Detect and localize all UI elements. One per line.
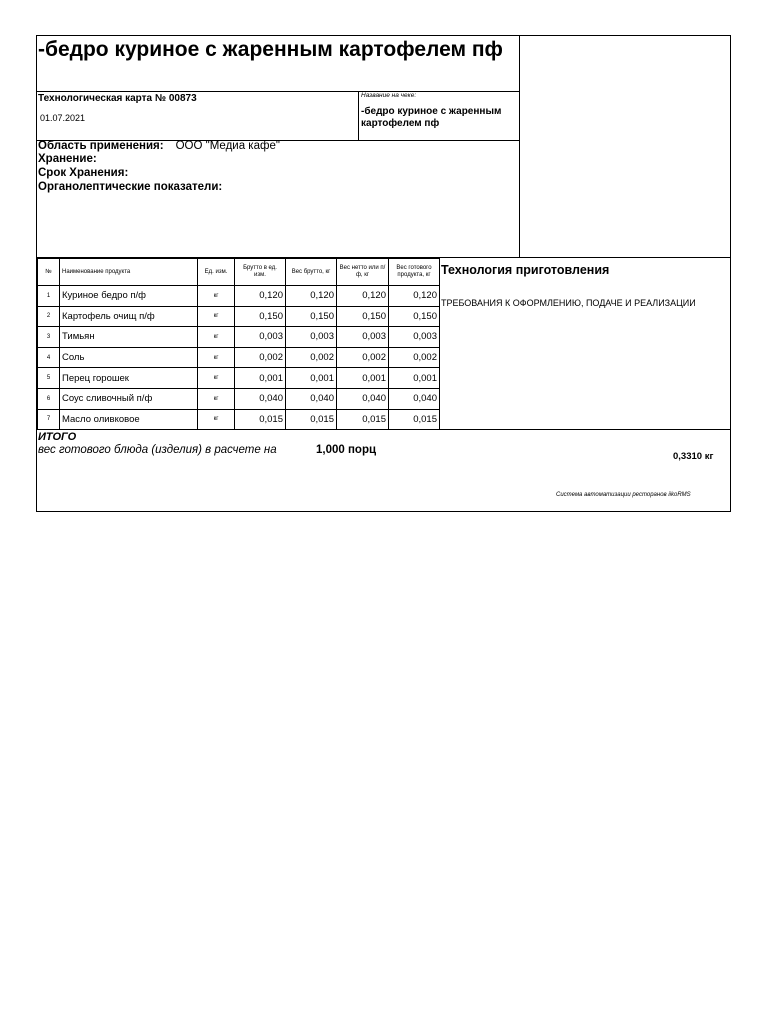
receipt-name-label: Название на чеке: (361, 92, 417, 99)
table-cell-unit: кг (198, 286, 235, 307)
table-cell-ready: 0,150 (389, 306, 440, 327)
total-label: ИТОГО (38, 431, 77, 443)
tech-card-number: Технологическая карта № 00873 (38, 93, 197, 104)
table-cell-no: 3 (38, 327, 60, 348)
table-row (38, 368, 440, 389)
table-cell-no: 7 (38, 409, 60, 430)
table-cell-netto: 0,120 (337, 286, 389, 307)
col-header: Ед. изм. (198, 259, 235, 286)
table-cell-ready: 0,001 (389, 368, 440, 389)
table-row (38, 286, 440, 307)
table-cell-unit: кг (198, 306, 235, 327)
table-cell-name: Куриное бедро п/ф (60, 286, 198, 307)
divider (519, 35, 520, 258)
divider (36, 91, 519, 92)
table-cell-netto: 0,150 (337, 306, 389, 327)
col-header: Брутто в ед. изм. (235, 259, 286, 286)
table-cell-unit: кг (198, 388, 235, 409)
table-row (38, 388, 440, 409)
table-cell-netto: 0,001 (337, 368, 389, 389)
table-cell-brutto-unit: 0,002 (235, 347, 286, 368)
table-cell-name: Масло оливковое (60, 409, 198, 430)
table-cell-brutto-kg: 0,040 (286, 388, 337, 409)
table-cell-netto: 0,003 (337, 327, 389, 348)
table-cell-brutto-kg: 0,003 (286, 327, 337, 348)
table-cell-netto: 0,040 (337, 388, 389, 409)
organoleptic-label: Органолептические показатели: (38, 181, 223, 193)
dish-title: -бедро куриное с жаренным картофелем пф (38, 38, 503, 61)
scope-value: ООО "Медиа кафе" (175, 140, 280, 152)
col-header: Вес нетто или п/ф, кг (337, 259, 389, 286)
table-cell-no: 4 (38, 347, 60, 368)
col-header: Вес готового продукта, кг (389, 259, 440, 286)
storage-label: Хранение: (38, 153, 97, 165)
table-header-row (38, 259, 440, 286)
table-cell-name: Соус сливочный п/ф (60, 388, 198, 409)
technology-title: Технология приготовления (441, 263, 610, 277)
table-cell-brutto-kg: 0,015 (286, 409, 337, 430)
scope-row (38, 140, 280, 152)
col-header: № (38, 259, 60, 286)
tech-card-date: 01.07.2021 (40, 113, 86, 123)
receipt-name: -бедро куриное с жаренным картофелем пф (361, 106, 502, 129)
table-cell-unit: кг (198, 327, 235, 348)
table-cell-no: 6 (38, 388, 60, 409)
table-cell-name: Тимьян (60, 327, 198, 348)
col-header: Наименование продукта (60, 259, 198, 286)
table-cell-no: 1 (38, 286, 60, 307)
table-cell-netto: 0,002 (337, 347, 389, 368)
shelf-life-label: Срок Хранения: (38, 167, 129, 179)
table-cell-netto: 0,015 (337, 409, 389, 430)
table-cell-name: Перец горошек (60, 368, 198, 389)
table-cell-brutto-unit: 0,001 (235, 368, 286, 389)
table-cell-no: 5 (38, 368, 60, 389)
technology-requirements: ТРЕБОВАНИЯ К ОФОРМЛЕНИЮ, ПОДАЧЕ И РЕАЛИЗАЦИИ (441, 298, 696, 308)
ingredients-table (37, 258, 440, 430)
table-cell-brutto-unit: 0,150 (235, 306, 286, 327)
table-cell-ready: 0,120 (389, 286, 440, 307)
table-cell-unit: кг (198, 409, 235, 430)
table-cell-ready: 0,002 (389, 347, 440, 368)
table-cell-brutto-unit: 0,003 (235, 327, 286, 348)
col-header: Вес брутто, кг (286, 259, 337, 286)
table-cell-brutto-unit: 0,040 (235, 388, 286, 409)
table-cell-brutto-unit: 0,015 (235, 409, 286, 430)
weight-description: вес готового блюда (изделия) в расчете на (38, 444, 277, 456)
table-cell-brutto-kg: 0,150 (286, 306, 337, 327)
scope-label: Область применения: (38, 140, 164, 152)
table-cell-brutto-kg: 0,002 (286, 347, 337, 368)
table-cell-ready: 0,003 (389, 327, 440, 348)
table-cell-brutto-unit: 0,120 (235, 286, 286, 307)
table-cell-name: Соль (60, 347, 198, 368)
table-cell-ready: 0,015 (389, 409, 440, 430)
table-cell-brutto-kg: 0,120 (286, 286, 337, 307)
footer-system: Система автоматизации ресторанов iikoRMS (556, 492, 691, 498)
table-cell-name: Картофель очищ п/ф (60, 306, 198, 327)
table-row (38, 347, 440, 368)
table-cell-unit: кг (198, 368, 235, 389)
divider (358, 91, 359, 140)
table-row (38, 409, 440, 430)
table-cell-ready: 0,040 (389, 388, 440, 409)
table-cell-no: 2 (38, 306, 60, 327)
total-weight: 0,3310 кг (673, 451, 714, 462)
table-row (38, 306, 440, 327)
table-cell-brutto-kg: 0,001 (286, 368, 337, 389)
table-row (38, 327, 440, 348)
table-cell-unit: кг (198, 347, 235, 368)
portion-amount: 1,000 порц (316, 444, 377, 456)
